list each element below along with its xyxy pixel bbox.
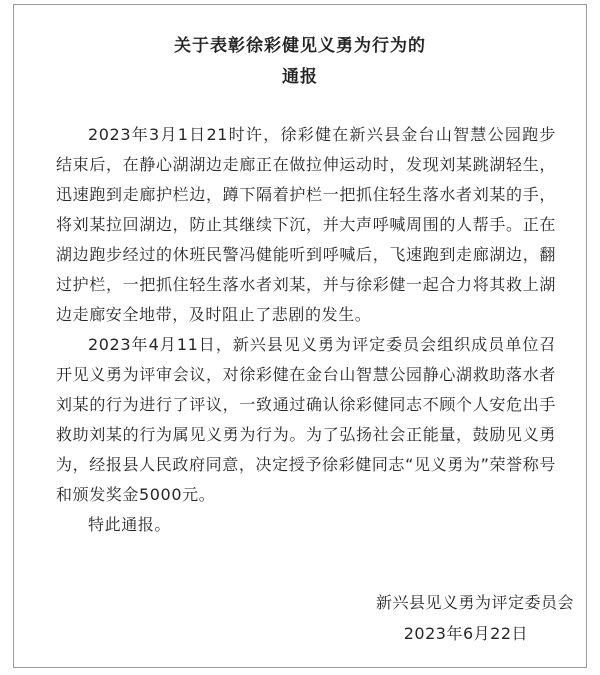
- paragraph-closing: 特此通报。: [88, 515, 172, 534]
- document-title-line2: 通报: [282, 67, 318, 87]
- signature-date: 2023年6月22日: [403, 624, 528, 643]
- document-title: 关于表彰徐彩健见义勇为行为的: [174, 36, 426, 56]
- paragraph-incident: 2023年3月1日21时许，徐彩健在新兴县金台山智慧公园跑步结束后，在静心湖湖边走廊正在做拉伸运动时，发现刘某跳湖轻生，迅速跑到走廊护栏边，蹲下隔着护栏一把抓住轻生落水者刘某的手，将刘某拉回湖边，防止其继续下沉，并大声呼喊周围的人帮手。正在湖边跑步经过的休班民警冯健能听到呼喊后，飞速跑到走廊湖边，翻过护栏，一把抓住轻生落水者刘某，并与徐彩健一起合力将其救上湖边走廊安全地带，及时阻止了悲剧的发生。: [56, 125, 556, 324]
- signature-organization: 新兴县见义勇为评定委员会: [375, 593, 574, 612]
- paragraph-decision: 2023年4月11日，新兴县见义勇为评定委员会组织成员单位召开见义勇为评审会议，对徐彩健在金台山智慧公园静心湖救助落水者刘某的行为进行了评议，一致通过确认徐彩健同志不顾个人安危出手救助刘某的行为属见义勇为行为。为了弘扬社会正能量，鼓励见义勇为，经报县人民政府同意，决定授予徐彩健同志“见义勇为”荣誉称号和颁发奖金5000元。: [56, 335, 556, 504]
- document-body: [56, 120, 556, 540]
